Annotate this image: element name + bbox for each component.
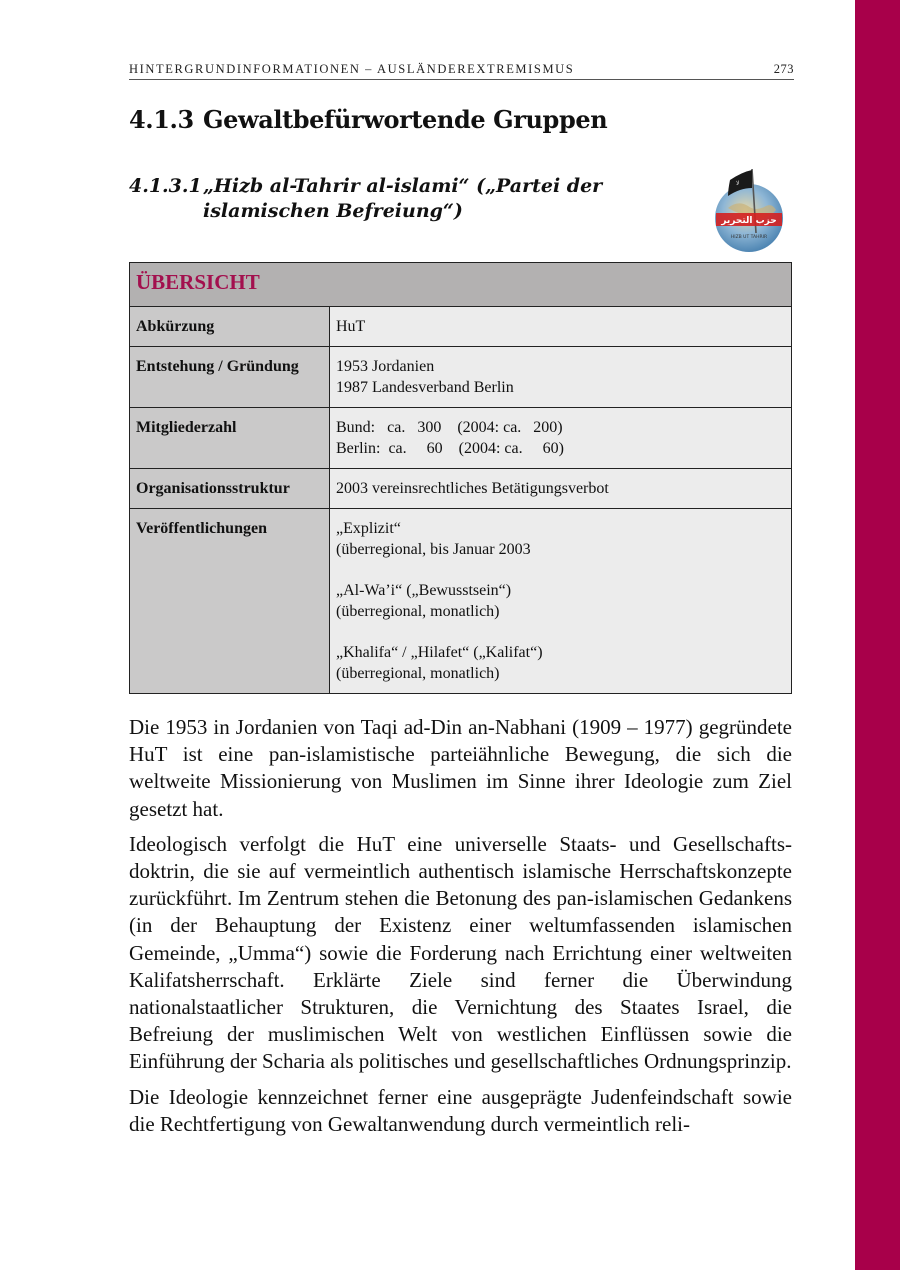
publication-title: „Khalifa“ / „Hilafet“ („Kalifat“) (336, 644, 543, 661)
publication-item (336, 580, 785, 622)
row-label: Organisationsstruktur (130, 469, 330, 509)
publication-item (336, 642, 785, 684)
publication-detail: (überregional, monatlich) (336, 665, 500, 682)
running-header (129, 62, 794, 80)
page-number: 273 (773, 62, 794, 76)
table-row (130, 509, 792, 694)
section-heading (129, 105, 607, 134)
accent-side-bar (855, 0, 900, 1270)
publication-title: „Al-Wa’i“ („Bewusstsein“) (336, 582, 512, 599)
svg-text:ﻻ: ﻻ (736, 180, 740, 187)
subsection-title: „Hizb al-Tahrir al-islami“ („Partei der islamischen Befreiung“) (203, 175, 603, 222)
row-label: Abkürzung (130, 307, 330, 347)
overview-heading: ÜBERSICHT (130, 263, 792, 307)
svg-text:حزب التحرير: حزب التحرير (721, 216, 777, 226)
value-line: 2003 vereinsrechtliches Betätigungsverbot (336, 480, 609, 497)
subsection-number: 4.1.3.1 (129, 175, 202, 197)
paragraph: Die Ideologie kennzeichnet ferner eine ausgeprägte Judenfeindschaft sowie die Rechtfertigung von Gewaltanwendung durch vermeintlich reli- (129, 1084, 792, 1136)
row-value (330, 408, 792, 469)
table-row (130, 408, 792, 469)
publication-item (336, 518, 785, 560)
table-row (130, 469, 792, 509)
paragraph: Die 1953 in Jordanien von Taqi ad-Din an-Nabhani (1909 – 1977) gegründete HuT ist eine pan-islamistische parteiähnliche Bewegung, die sich die weltweite Missionierung von Muslimen im Sinne ihrer Ideologie zum Ziel gesetzt hat. (129, 715, 792, 821)
svg-text:HIZB UT TAHRIR: HIZB UT TAHRIR (730, 235, 768, 240)
overview-table (129, 262, 792, 694)
value-line: HuT (336, 318, 366, 335)
row-label: Veröffentlichungen (130, 509, 330, 694)
publication-detail: (überregional, bis Januar 2003 (336, 541, 531, 558)
value-line: Berlin: ca. 60 (2004: ca. 60) (336, 440, 564, 457)
value-line: 1987 Landesverband Berlin (336, 379, 514, 396)
row-value (330, 469, 792, 509)
row-label: Mitgliederzahl (130, 408, 330, 469)
value-line: 1953 Jordanien (336, 358, 435, 375)
running-title: HINTERGRUNDINFORMATIONEN – AUSLÄNDEREXTREMISMUS (129, 62, 575, 76)
section-title: Gewaltbefürwortende Gruppen (203, 105, 608, 134)
publications-list (330, 509, 792, 694)
publication-detail: (überregional, monatlich) (336, 603, 500, 620)
row-label: Entstehung / Gründung (130, 347, 330, 408)
organization-emblem-globe-flag-icon (706, 163, 792, 255)
section-number: 4.1.3 (129, 105, 194, 134)
body-text (129, 714, 792, 1146)
table-row (130, 307, 792, 347)
subsection-heading (129, 174, 669, 224)
paragraph: Ideologisch verfolgt die HuT eine universelle Staats- und Gesellschaftsdoktrin, die sie auf vermeintlich authentisch islamische Herrschaftskonzepte zurückführt. Im Zentrum stehen die Betonung des pan-islamischen Gedankens (in der Behauptung der Existenz einer weltumfassenden islamischen Gemeinde, „Umma“) sowie die Forderung nach Errichtung einer weltweiten Kalifatsherrschaft. Erklärte Ziele sind ferner die Überwindung nationalstaatlicher Strukturen, die Vernichtung des Staates Israel, die Befreiung der muslimischen Welt von westlichen Einflüssen sowie die Einführung der Scharia als politisches und gesellschaftliches Ordnungsprinzip. (129, 831, 792, 1074)
row-value (330, 307, 792, 347)
row-value (330, 347, 792, 408)
table-row (130, 347, 792, 408)
publication-title: „Explizit“ (336, 520, 401, 537)
value-line: Bund: ca. 300 (2004: ca. 200) (336, 419, 563, 436)
